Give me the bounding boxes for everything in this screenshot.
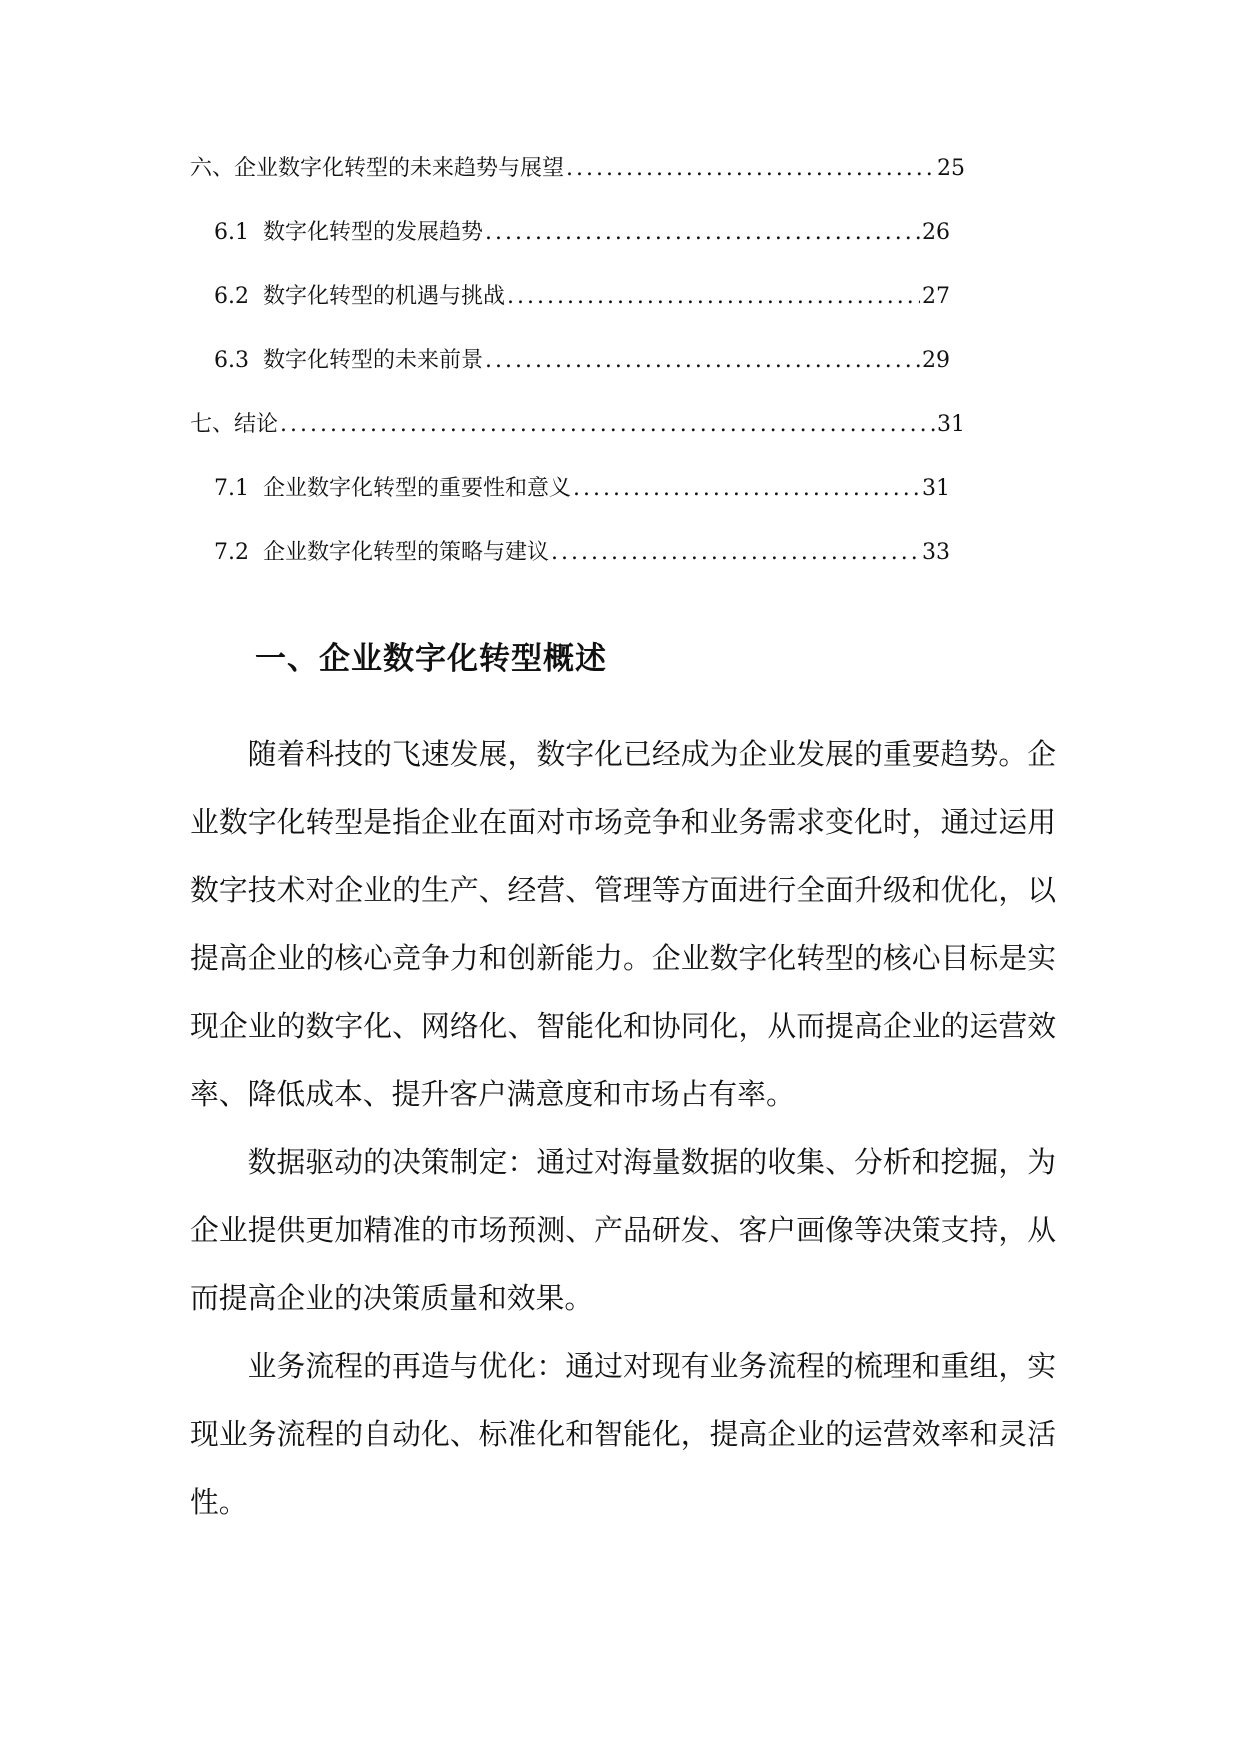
toc-entry-6-1[interactable]: [190, 209, 950, 273]
toc-entry-text: 数字化转型的未来前景: [263, 348, 484, 373]
toc-entry-text: 企业数字化转型的重要性和意义: [263, 476, 572, 501]
toc-entry-number: 6.1: [214, 220, 249, 245]
toc-leader-dots: [507, 273, 920, 321]
toc-page-number: 26: [922, 220, 950, 245]
paragraph-data-driven-decisions: 数据驱动的决策制定：通过对海量数据的收集、分析和挖掘，为企业提供更加精准的市场预测、产品研发、客户画像等决策支持，从而提高企业的决策质量和效果。: [190, 1145, 1056, 1315]
table-of-contents: [190, 145, 965, 593]
toc-leader-dots: [551, 529, 920, 577]
toc-entry-number: 6.3: [214, 348, 249, 373]
toc-leader-dots: [485, 209, 920, 257]
toc-page-number: 27: [922, 284, 950, 309]
toc-entry-text: 六、企业数字化转型的未来趋势与展望: [190, 156, 565, 181]
toc-entry-7-1[interactable]: [190, 465, 950, 529]
toc-leader-dots: [566, 145, 935, 193]
toc-entry-chapter-6[interactable]: [190, 145, 965, 209]
toc-entry-text: 数字化转型的机遇与挑战: [263, 284, 506, 309]
toc-entry-number: 6.2: [214, 284, 249, 309]
toc-page-number: 31: [922, 476, 950, 501]
toc-page-number: 25: [937, 156, 965, 181]
paragraph-process-reengineering: 业务流程的再造与优化：通过对现有业务流程的梳理和重组，实现业务流程的自动化、标准化和智能化，提高企业的运营效率和灵活性。: [190, 1349, 1056, 1519]
toc-page-number: 33: [922, 540, 950, 565]
toc-leader-dots: [280, 401, 935, 449]
toc-entry-7-2[interactable]: [190, 529, 950, 593]
section-body: [190, 720, 1056, 1536]
paragraph-overview: 随着科技的飞速发展，数字化已经成为企业发展的重要趋势。企业数字化转型是指企业在面对市场竞争和业务需求变化时，通过运用数字技术对企业的生产、经营、管理等方面进行全面升级和优化，以提高企业的核心竞争力和创新能力。企业数字化转型的核心目标是实现企业的数字化、网络化、智能化和协同化，从而提高企业的运营效率、降低成本、提升客户满意度和市场占有率。: [190, 737, 1056, 1111]
toc-entry-6-3[interactable]: [190, 337, 950, 401]
toc-entry-6-2[interactable]: [190, 273, 950, 337]
toc-entry-number: 7.2: [214, 540, 249, 565]
toc-entry-text: 数字化转型的发展趋势: [263, 220, 484, 245]
toc-page-number: 29: [922, 348, 950, 373]
toc-entry-number: 7.1: [214, 476, 249, 501]
section-heading: 一、企业数字化转型概述: [255, 641, 607, 677]
toc-entry-chapter-7[interactable]: [190, 401, 965, 465]
toc-leader-dots: [485, 337, 920, 385]
toc-page-number: 31: [937, 412, 965, 437]
toc-leader-dots: [573, 465, 920, 513]
toc-entry-text: 七、结论: [190, 412, 279, 437]
toc-entry-text: 企业数字化转型的策略与建议: [263, 540, 550, 565]
